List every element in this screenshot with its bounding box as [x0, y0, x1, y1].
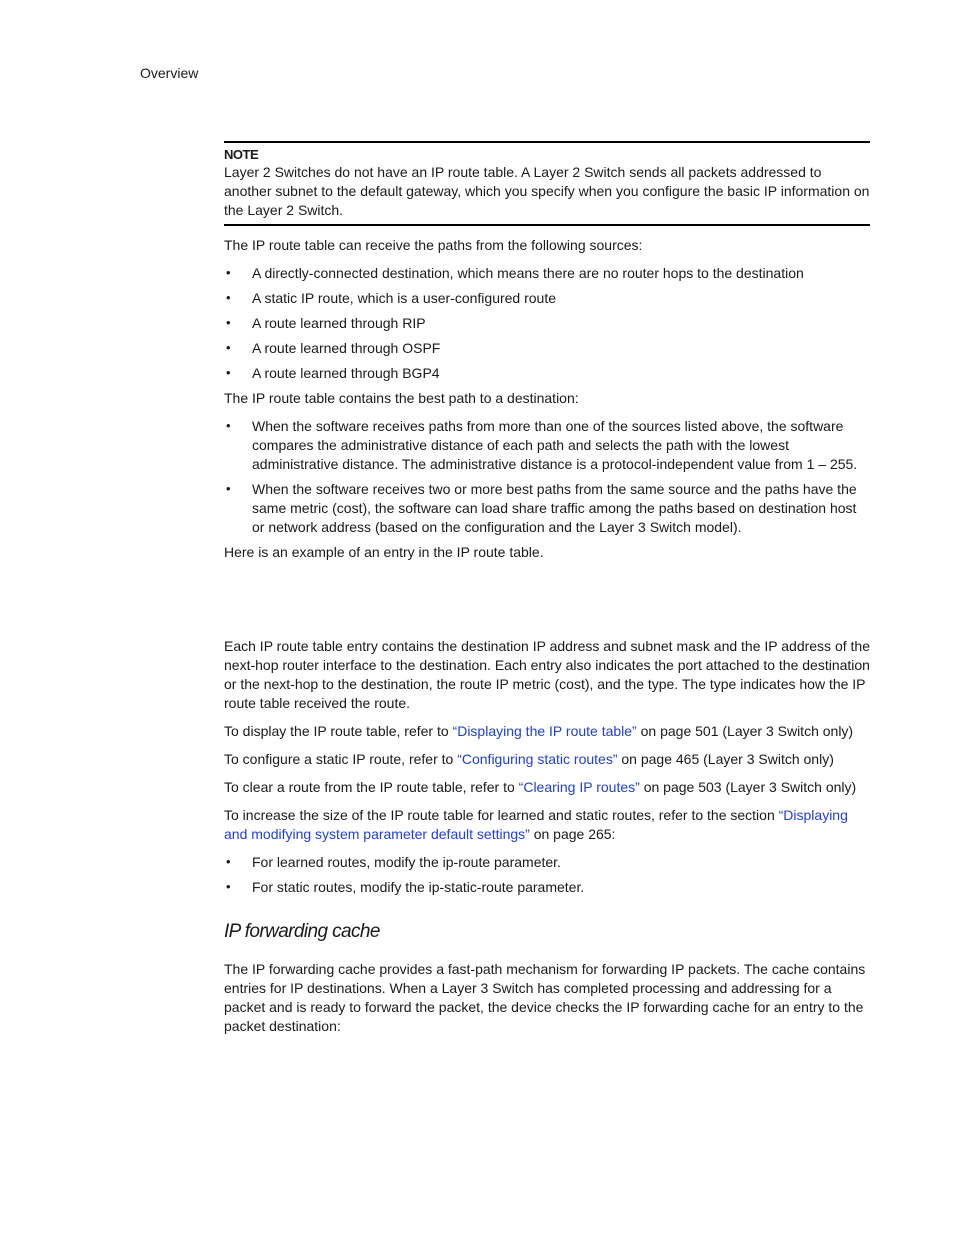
- list-item: • A directly-connected destination, which means there are no router hops to the destination: [226, 265, 804, 281]
- bullet-icon: •: [226, 879, 231, 894]
- list-item: • A route learned through BGP4: [226, 365, 440, 381]
- entry-description: Each IP route table entry contains the destination IP address and subnet mask and the IP address of the next-hop router interface to the destination. Each entry also indicates the port attached to the destination or the next-hop to the destination, the route IP metric (cost), and the type. The type indicates how the IP route table received the route.: [224, 638, 870, 711]
- bullet-icon: •: [226, 418, 231, 433]
- size-list: [224, 853, 870, 897]
- list-item: • A static IP route, which is a user-configured route: [226, 290, 557, 306]
- list-item: • A route learned through OSPF: [226, 340, 441, 356]
- note-title: NOTE: [224, 147, 259, 162]
- running-header: Overview: [140, 65, 199, 81]
- bullet-icon: •: [226, 365, 231, 380]
- bullet-icon: •: [226, 265, 231, 280]
- sources-intro: The IP route table can receive the paths from the following sources:: [224, 237, 643, 253]
- best-path-list: [224, 417, 870, 537]
- list-item: • When the software receives two or more best paths from the same source and the paths have the same metric (cost), the software can load share traffic among the paths based on destination host or network address (based on the configuration and the Layer 3 Switch model).: [226, 481, 857, 535]
- forwarding-paragraph: The IP forwarding cache provides a fast-path mechanism for forwarding IP packets. The cache contains entries for IP destinations. When a Layer 3 Switch has completed processing and addressing for a packet and is ready to forward the packet, the device checks the IP forwarding cache for an entry to the packet destination:: [224, 961, 866, 1034]
- best-path-intro: The IP route table contains the best path to a destination:: [224, 390, 579, 406]
- note-text: Layer 2 Switches do not have an IP route table. A Layer 2 Switch sends all packets addressed to another subnet to the default gateway, which you specify when you configure the basic IP information on the Layer 2 Switch.: [224, 164, 870, 218]
- link-system-parameter-defaults[interactable]: “Displaying and modifying system parameter default settings”: [224, 807, 848, 842]
- page-body: [224, 141, 870, 1045]
- bullet-icon: •: [226, 340, 231, 355]
- list-item: • A route learned through RIP: [226, 315, 426, 331]
- ref-clear-route: To clear a route from the IP route table, refer to “Clearing IP routes” on page 503 (Layer 3 Switch only): [224, 779, 857, 795]
- bullet-icon: •: [226, 290, 231, 305]
- section-heading: IP forwarding cache: [224, 921, 380, 942]
- note-box: [224, 141, 870, 226]
- ref-increase-size: To increase the size of the IP route table for learned and static routes, refer to the section “Displaying and modifying system parameter default settings” on page 265:: [224, 807, 848, 842]
- example-intro: Here is an example of an entry in the IP route table.: [224, 544, 544, 560]
- list-item: • For learned routes, modify the ip-route parameter.: [226, 854, 561, 870]
- bullet-icon: •: [226, 315, 231, 330]
- example-gap: [224, 571, 870, 637]
- link-clearing-ip-routes[interactable]: “Clearing IP routes”: [518, 779, 640, 795]
- link-displaying-ip-route-table[interactable]: “Displaying the IP route table”: [452, 723, 637, 739]
- link-configuring-static-routes[interactable]: “Configuring static routes”: [457, 751, 618, 767]
- ref-configure-static: To configure a static IP route, refer to “Configuring static routes” on page 465 (Layer 3 Switch only): [224, 751, 834, 767]
- list-item: • For static routes, modify the ip-static-route parameter.: [226, 879, 585, 895]
- bullet-icon: •: [226, 854, 231, 869]
- list-item: • When the software receives paths from more than one of the sources listed above, the software compares the administrative distance of each path and selects the path with the lowest administrative distance. The administrative distance is a protocol-independent value from 1 – 255.: [226, 418, 858, 472]
- sources-list: [224, 264, 870, 383]
- bullet-icon: •: [226, 481, 231, 496]
- ref-display-route-table: To display the IP route table, refer to “Displaying the IP route table” on page 501 (Layer 3 Switch only): [224, 723, 854, 739]
